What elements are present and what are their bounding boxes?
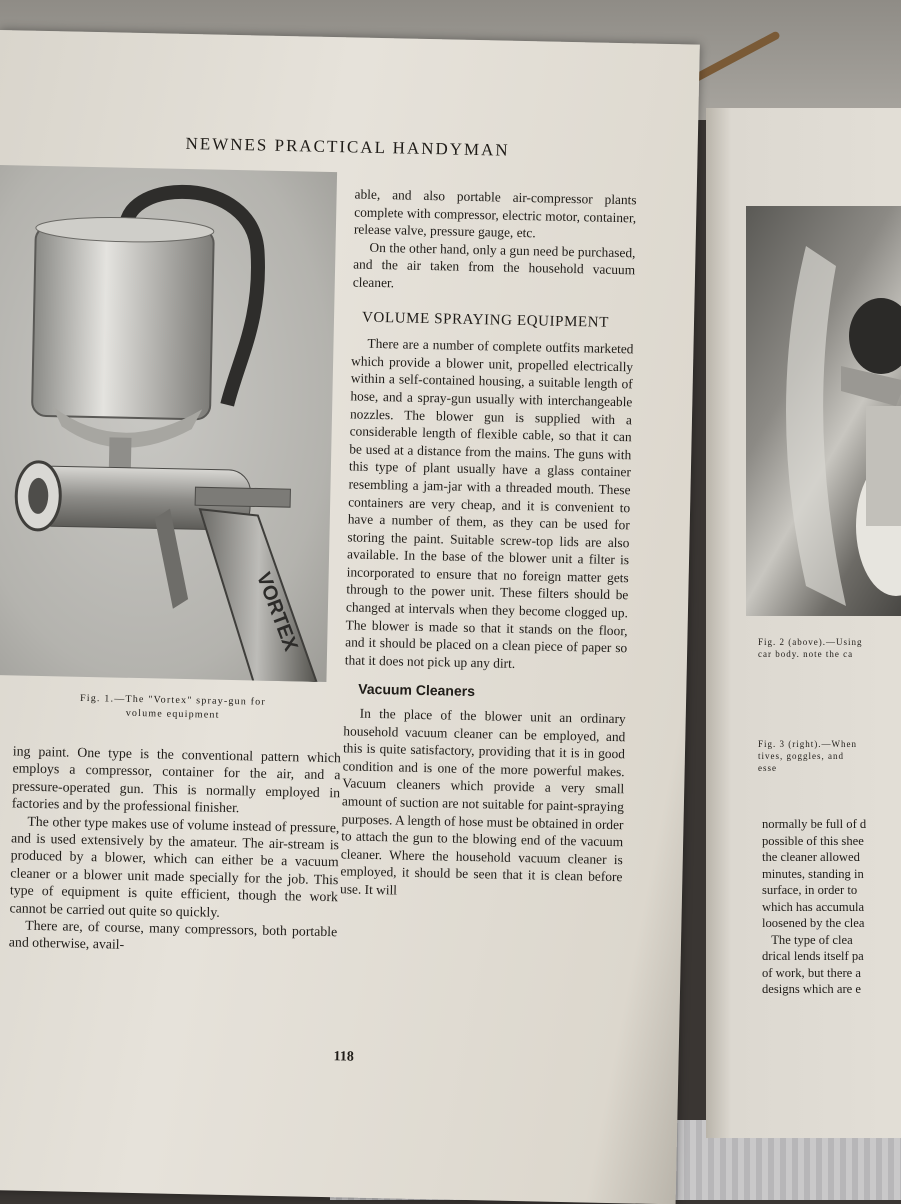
figure-1-spray-gun-photo [0,165,337,682]
gun-brand-label: VORTEX [251,569,302,655]
figure-1-caption-line-1: Fig. 1.—The "Vortex" spray-gun for [79,692,267,708]
paragraph: ing paint. One type is the conventional pattern which employs a compressor, container for the air, and a pressure-operated gun. This is normally employed in factories and by the professional finisher. [11,743,341,816]
paragraph: In the place of the blower unit an ordinary household vacuum cleaner can be employed, and this is quite satisfactory, providing that it is in good condition and is one of the more powerful makes. Vacuum cleaners which provide a very small amount of suction are not suitable for paint-spraying purposes. A length of hose must be obtained in order to attach the gun to the blowing end of the vacuum cleaner. Where the household vacuum cleaner is employed, it should be seen that it is clean before use. It will [339,705,626,898]
right-page [706,108,901,1138]
paragraph: There are a number of complete outfits marketed which provide a blower unit, propelled electrically within a self-contained housing, a suitable length of hose, and a spray-gun usually with interchangeable nozzles. The blower gun is supplied with a considerable length of flexible cable, so that it can be used at a distance from the mains. The guns with this type of plant usually have a glass container resembling a jam-jar with a threaded mouth. These containers are very cheap, and it is convenient to have a number of them, as they can be used for storing the paint. Suitable screw-top lids are also available. In the base of the blower unit a filter is incorporated to ensure that no foreign matter gets through to the power unit. These filters should be changed at intervals when they become clogged up. The blower is made so that it stands on the floor, and it should be placed on a clean piece of paper so that it does not pick up any dirt. [344,335,634,671]
figure-2-caption: Fig. 2 (above).—Using car body. note the ca [758,637,863,659]
figure-3-caption: Fig. 3 (right).—When tives, goggles, and esse [758,739,857,773]
figure-1-caption-line-2: volume equipment [125,707,220,721]
paragraph: able, and also portable air-compressor plants complete with compressor, electric motor, container, release valve, pressure gauge, etc. [353,186,637,241]
figure-2-illustration [746,206,901,616]
figure-1-caption [8,690,339,725]
paragraph: On the other hand, only a gun need be purchased, and the air taken from the household vacuum cleaner. [352,239,636,291]
page-number: 118 [333,1049,354,1065]
left-text-column [9,742,341,958]
spray-gun-illustration [0,165,337,682]
left-page [0,30,700,1204]
paragraph: The other type makes use of volume instead of pressure, and is used extensively by the amateur. The air-stream is produced by a blower, which can either be a vacuum cleaner or a blower unit made specially for the job. This type of equipment is quite efficient, though the work cannot be carried out quite so quickly. [9,813,340,920]
running-head: NEWNES PRACTICAL HANDYMAN [185,133,510,160]
right-text-column [340,185,637,903]
paragraph: There are, of course, many compressors, both portable and otherwise, avail- [8,917,338,953]
section-heading-volume-spraying: VOLUME SPRAYING EQUIPMENT [361,309,610,331]
right-page-text: normally be full of d possible of this shee the cleaner allowed minutes, standing in surface, in order to which has accumula loosened by the clea The type of clea drical lends itself pa of work, but there a designs which are e [762,817,867,996]
figure-2-photo [746,206,901,616]
section-heading-vacuum-cleaners: Vacuum Cleaners [358,681,476,700]
